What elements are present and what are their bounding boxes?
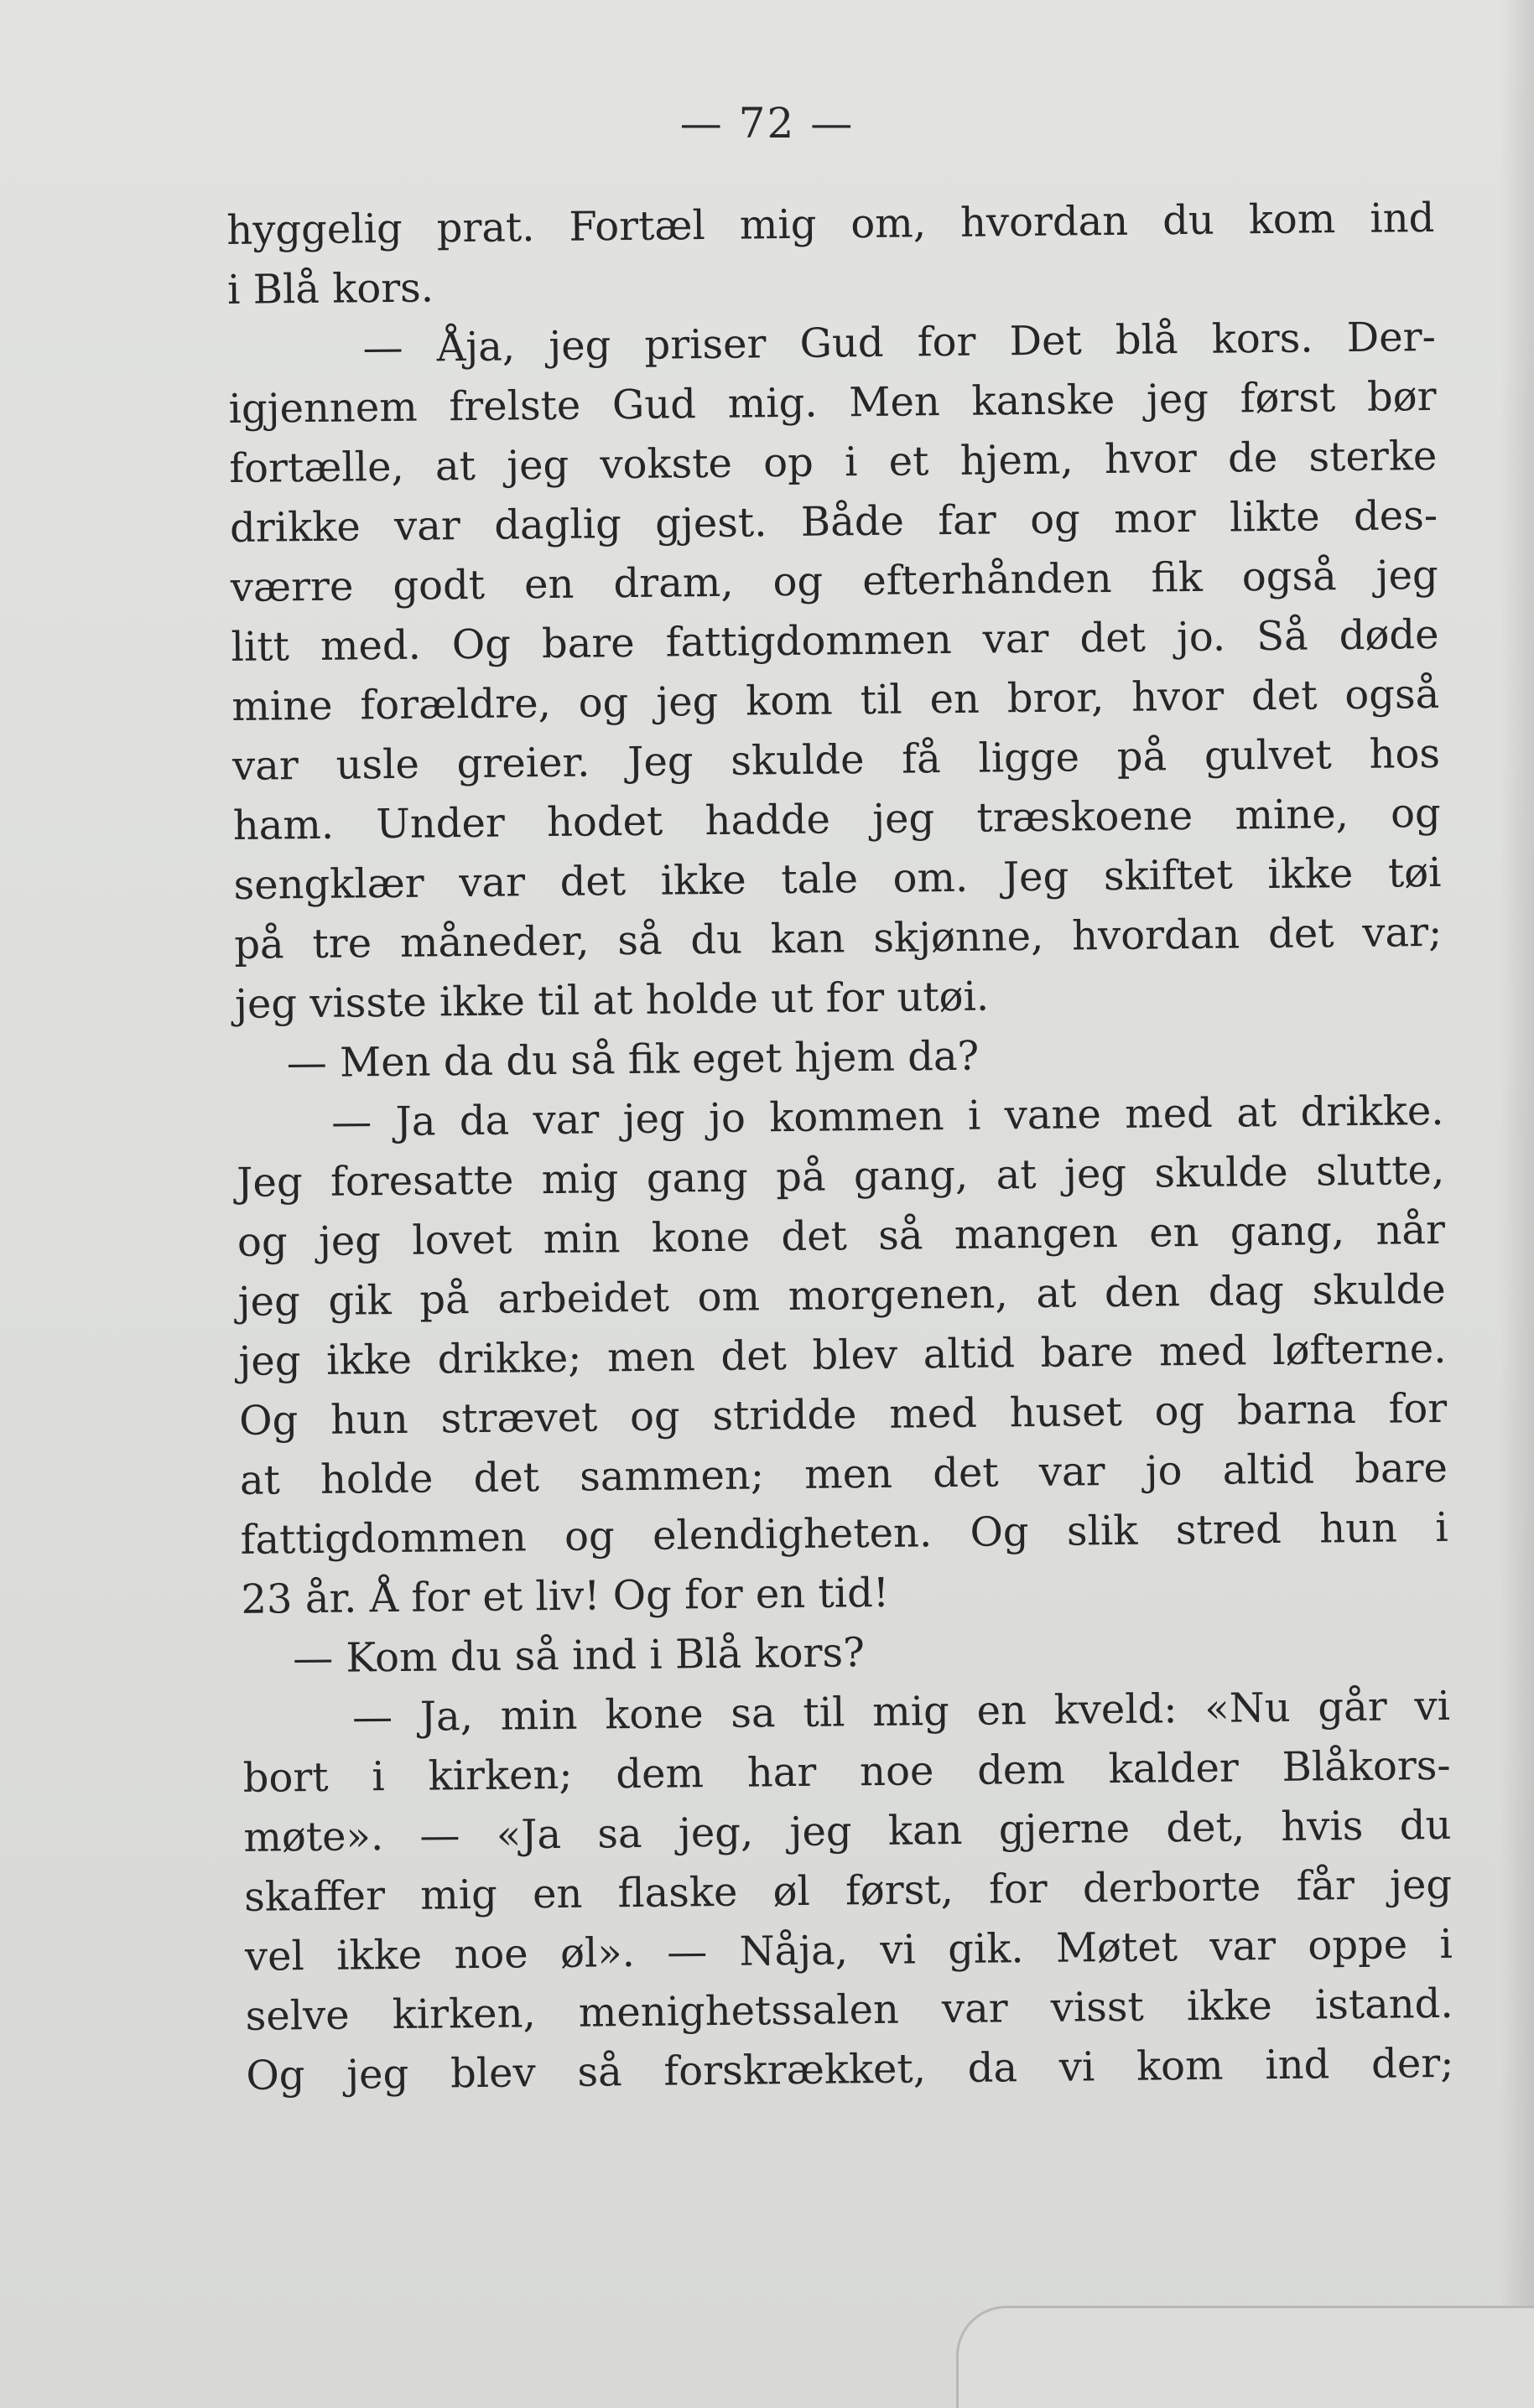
- page-edge-shadow: [1500, 0, 1534, 2408]
- text-line: mine forældre, og jeg kom til en bror, hvor det også: [231, 670, 1440, 730]
- text-line: drikke var daglig gjest. Både far og mor likte des-: [229, 491, 1438, 552]
- text-line: Og jeg blev så forskrækket, da vi kom ind der;: [246, 2039, 1454, 2099]
- body-text: [226, 189, 1454, 2106]
- text-line: og jeg lovet min kone det så mangen en gang, når: [237, 1206, 1446, 1266]
- text-line: var usle greier. Jeg skulde få ligge på gulvet hos: [231, 729, 1441, 790]
- text-line: — Men da du så fik eget hjem da?: [235, 1032, 980, 1087]
- text-line: jeg ikke drikke; men det blev altid bare med løfterne.: [238, 1325, 1447, 1385]
- text-line: vel ikke noe øl». — Nåja, vi gik. Møtet var oppe i: [244, 1920, 1453, 1980]
- text-line: på tre måneder, så du kan skjønne, hvordan det var;: [233, 908, 1443, 968]
- text-line: — Ja da var jeg jo kommen i vane med at drikke.: [236, 1087, 1444, 1147]
- text-line: Jeg foresatte mig gang på gang, at jeg skulde slutte,: [236, 1146, 1445, 1207]
- text-line: fortælle, at jeg vokste op i et hjem, hvor de sterke: [229, 432, 1438, 492]
- text-line: bort i kirken; dem har noe dem kalder Blåkors-: [242, 1741, 1451, 1802]
- text-line: sengklær var det ikke tale om. Jeg skiftet ikke tøi: [233, 849, 1442, 909]
- text-line: møte». — «Ja sa jeg, jeg kan gjerne det, hvis du: [243, 1801, 1452, 1861]
- text-line: hyggelig prat. Fortæl mig om, hvordan du kom ind: [226, 194, 1435, 254]
- text-line: fattigdommen og elendigheten. Og slik stred hun i: [240, 1503, 1448, 1564]
- text-line: jeg visste ikke til at holde ut for utøi.: [234, 973, 990, 1028]
- text-line: — Ja, min kone sa til mig en kveld: «Nu går vi: [242, 1682, 1451, 1742]
- text-line: skaffer mig en flaske øl først, for derborte får jeg: [243, 1860, 1453, 1921]
- text-line: 23 år. Å for et liv! Og for en tid!: [241, 1569, 890, 1623]
- text-line: Og hun strævet og stridde med huset og barna for: [238, 1384, 1448, 1445]
- text-line: — Åja, jeg priser Gud for Det blå kors. Der-: [227, 313, 1437, 373]
- library-label-sticker: [956, 2306, 1534, 2408]
- text-line: værre godt en dram, og efterhånden fik også jeg: [230, 551, 1439, 611]
- text-line: litt med. Og bare fattigdommen var det jo. Så døde: [231, 610, 1439, 671]
- text-line: i Blå kors.: [226, 264, 434, 314]
- text-line: ham. Under hodet hadde jeg træskoene mine, og: [232, 789, 1442, 849]
- text-line: igjennem frelste Gud mig. Men kanske jeg først bør: [228, 372, 1437, 433]
- text-line: at holde det sammen; men det var jo altid bare: [239, 1444, 1448, 1504]
- text-line: — Kom du så ind i Blå kors?: [241, 1629, 866, 1683]
- page-number: — 72 —: [679, 99, 855, 148]
- text-line: selve kirken, menighetssalen var visst ikke istand.: [245, 1980, 1453, 2040]
- text-line: jeg gik på arbeidet om morgenen, at den dag skulde: [237, 1265, 1446, 1326]
